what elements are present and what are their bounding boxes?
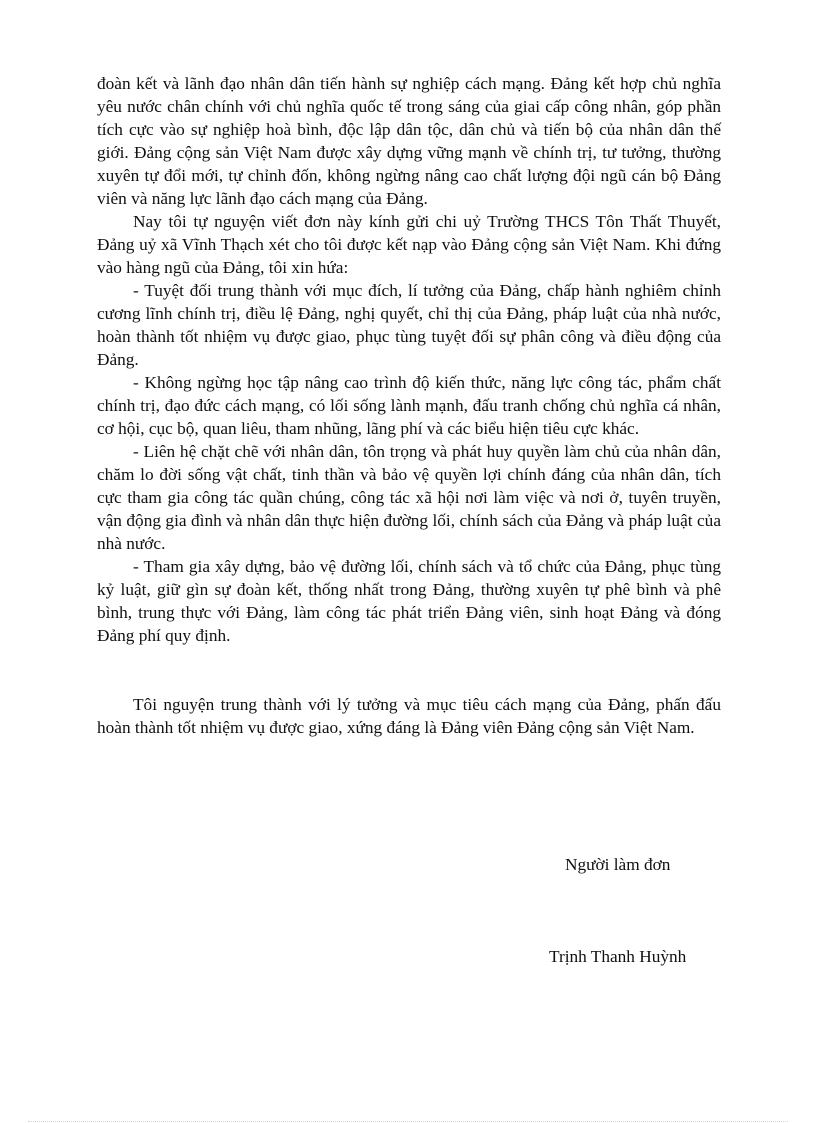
signer-name: Trịnh Thanh Huỳnh: [549, 947, 687, 966]
page-bottom-divider: [28, 1121, 788, 1122]
pledge-item: - Tham gia xây dựng, bảo vệ đường lối, chính sách và tổ chức của Đảng, phục tùng kỷ luật, giữ gìn sự đoàn kết, thống nhất trong Đảng, thường xuyên tự phê bình và phê bình, trung thực với Đảng, làm công tác phát triển Đảng viên, sinh hoạt Đảng và đóng Đảng phí quy định.: [97, 557, 721, 645]
intro-paragraph: đoàn kết và lãnh đạo nhân dân tiến hành sự nghiệp cách mạng. Đảng kết hợp chủ nghĩa yêu nước chân chính với chủ nghĩa quốc tế trong sáng của giai cấp công nhân, góp phần tích cực vào sự nghiệp hoà bình, độc lập dân tộc, dân chủ và tiến bộ của nhân dân thế giới. Đảng cộng sản Việt Nam được xây dựng vững mạnh về chính trị, tư tưởng, thường xuyên tự đổi mới, tự chỉnh đốn, không ngừng nâng cao chất lượng đội ngũ cán bộ Đảng viên và năng lực lãnh đạo cách mạng của Đảng.: [97, 74, 721, 208]
closing-paragraph: Tôi nguyện trung thành với lý tưởng và mục tiêu cách mạng của Đảng, phấn đấu hoàn thành tốt nhiệm vụ được giao, xứng đáng là Đảng viên Đảng cộng sản Việt Nam.: [97, 695, 721, 737]
pledge-item: - Tuyệt đối trung thành với mục đích, lí tưởng của Đảng, chấp hành nghiêm chỉnh cương lĩnh chính trị, điều lệ Đảng, nghị quyết, chỉ thị của Đảng, pháp luật của nhà nước, hoàn thành tốt nhiệm vụ được giao, phục tùng tuyệt đối sự phân công và điều động của Đảng.: [97, 281, 721, 369]
letter-body: [97, 72, 721, 739]
pledge-item: - Liên hệ chặt chẽ với nhân dân, tôn trọng và phát huy quyền làm chủ của nhân dân, chăm lo đời sống vật chất, tinh thần và bảo vệ quyền lợi chính đáng của nhân dân, tích cực tham gia công tác quần chúng, công tác xã hội nơi làm việc và nơi ở, tuyên truyền, vận động gia đình và nhân dân thực hiện đường lối, chính sách của Đảng và pháp luật của nhà nước.: [97, 442, 721, 553]
signature-label: Người làm đơn: [565, 855, 671, 874]
pledge-item: - Không ngừng học tập nâng cao trình độ kiến thức, năng lực công tác, phẩm chất chính trị, đạo đức cách mạng, có lối sống lành mạnh, đấu tranh chống chủ nghĩa cá nhân, cơ hội, cục bộ, quan liêu, tham nhũng, lãng phí và các biểu hiện tiêu cực khác.: [97, 373, 721, 438]
request-paragraph: Nay tôi tự nguyện viết đơn này kính gửi chi uỷ Trường THCS Tôn Thất Thuyết, Đảng uỷ xã Vĩnh Thạch xét cho tôi được kết nạp vào Đảng cộng sản Việt Nam. Khi đứng vào hàng ngũ của Đảng, tôi xin hứa:: [97, 212, 721, 277]
